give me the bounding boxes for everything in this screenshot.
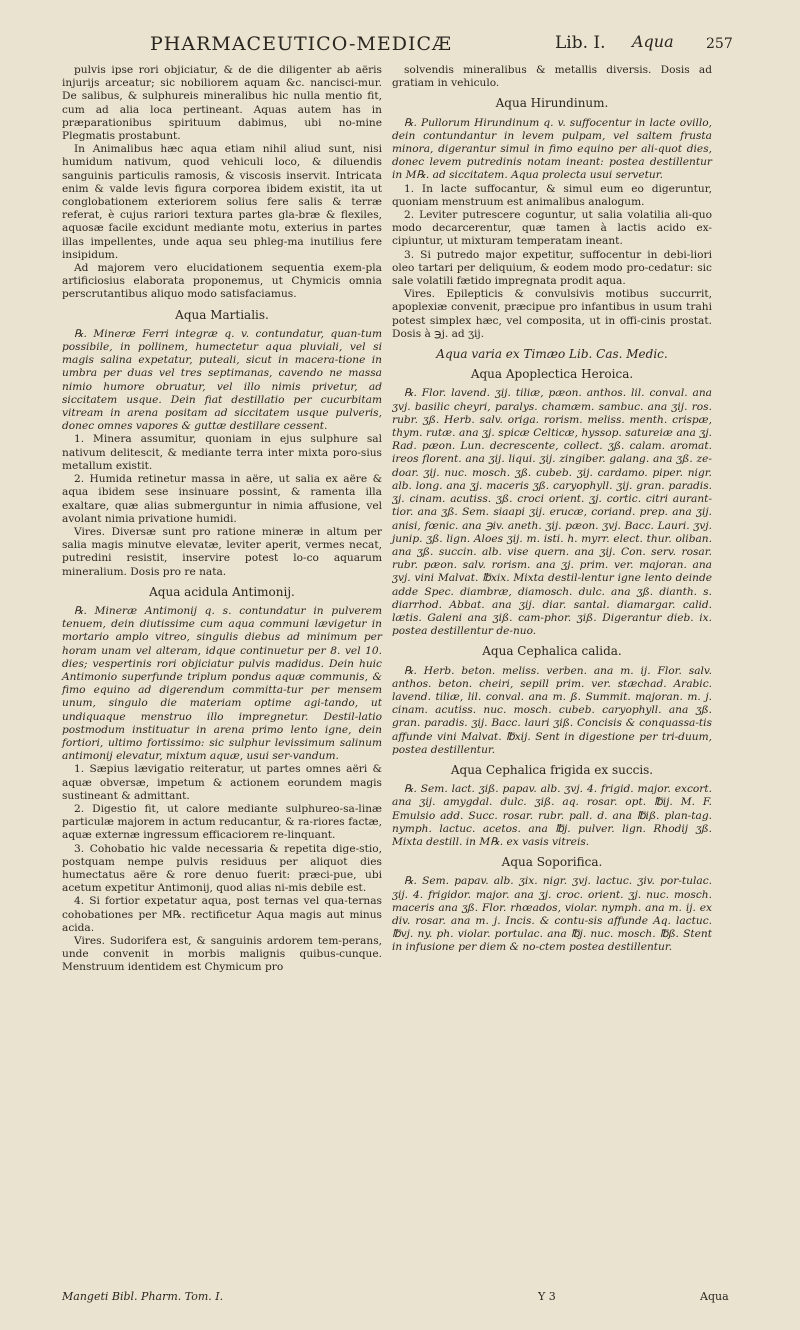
recipe-paragraph: ℞. Mineræ Antimonij q. s. contundatur in pulverem tenuem, dein diutissime cum aqua communi lævigetur in mortario amplo vitreo, singulis diebus ad minimum per horam unam vel alteram, idque continuetur per 8. vel 10. dies; vespertinis rori objiciatur pulvis madidus. Dein huic Antimonio superfunde triplum pondus aquæ communis, & fimo equino ad digerendum committa-tur per mensem unum, singulo die materiam optime agi-tando, ut undiquaque menstruo illo impregnetur. Destil-latio postmodum instituatur in arena primo lento igne, dein fortiori, ultimo fortissimo: sic sulphur levissimum salinum antimonij elevatur, mixtum aquæ, usui ser-vandum. xyxy=(62,604,382,763)
text-paragraph: 3. Cohobatio hic valde necessaria & repetita dige-stio, postquam nempe pulvis residuus per aliquot dies humectatus aëre & rore denuo fuerit: præci-pue, ubi acetum expetitur Antimonij, quod alias ni-mis debile est. xyxy=(62,842,382,895)
section-heading: Aqua varia ex Timæo Lib. Cas. Medic. xyxy=(436,347,668,362)
running-title: PHARMACEUTICO-MEDICÆ xyxy=(150,33,453,55)
recipe-paragraph: ℞. Flor. lavend. ʒij. tiliæ, pæon. anthos. lil. conval. ana ʒvj. basilic cheyri, paralys. chamæm. sambuc. ana ʒij. ros. rubr. ʒß. Herb. salv. origa. rorism. meliss. menth. crispæ, thym. rutæ. ana ʒj. spicæ Celticæ, hyssop. satureiæ ana ʒj. Rad. pæon. Lun. decrescente, collect. ʒß. calam. aromat. ireos florent. ana ʒij. liqui. ʒij. zingiber. galang. ana ʒß. ze-doar. ʒij. nuc. mosch. ʒß. cubeb. ʒij. cardamo. piper. nigr. alb. long. ana ʒj. maceris ʒß. caryophyll. ʒij. gran. paradis. ʒj. cinam. acutiss. ʒß. croci orient. ʒj. cortic. citri aurant-tior. ana ʒß. Sem. siaapi ʒij. erucæ, coriand. prep. ana ʒij. anisi, fœnic. ana ℈iv. aneth. ʒij. pæon. ʒvj. Bacc. Lauri. ʒvj. junip. ʒß. lign. Aloes ʒij. m. isti. h. myrr. elect. thur. oliban. ana ʒß. succin. alb. vise quern. ana ʒij. Con. serv. rosar. rubr. pæon. salv. rorism. ana ʒj. prim. ver. majoran. ana ʒvj. vini Malvat. ℔xix. Mixta destil-lentur igne lento deinde adde Spec. diambræ, diamosch. dulc. ana ʒß. dianth. s. diarrhod. Abbat. ana ʒij. diar. santal. diamargar. calid. lætis. Galeni ana ʒiß. cam-phor. ʒiß. Digerantur dieb. ix. postea destillentur de-nuo. xyxy=(392,387,712,638)
text-paragraph: Vires. Diversæ sunt pro ratione mineræ in altum per salia magis minutve elevatæ, leviter aperit, vermes necat, putredini resistit, inservire potest lo-co aquarum mineralium. Dosis pro re nata. xyxy=(62,525,382,578)
text-paragraph: 1. Minera assumitur, quoniam in ejus sulphure sal nativum delitescit, & mediante terra inter mixta poro-sius metallum existit. xyxy=(62,433,382,472)
footer-source: Mangeti Bibl. Pharm. Tom. I. xyxy=(62,1290,224,1303)
section-heading: Aqua Martialis. xyxy=(175,307,269,322)
section-heading: Aqua Cephalica calida. xyxy=(482,644,622,659)
section-heading: Aqua Apoplectica Heroica. xyxy=(470,367,634,382)
recipe-paragraph: ℞. Herb. beton. meliss. verben. ana m. ij. Flor. salv. anthos. beton. cheiri, sepill prim. ver. stæchad. Arabic. lavend. tiliæ, lil. conval. ana m. ß. Summit. majoran. m. j. cinam. acutiss. nuc. mosch. cubeb. caryophyll. ana ʒß. gran. paradis. ʒij. Bacc. lauri ʒiß. Concisis & conquassa-tis affunde vini Malvat. ℔xij. Sent in digestione per tri-duum, postea destillentur. xyxy=(392,664,712,756)
text-paragraph: solvendis mineralibus & metallis diversis. Dosis ad gratiam in vehiculo. xyxy=(392,64,712,90)
text-paragraph: 3. Si putredo major expetitur, suffocentur in debi-liori oleo tartari per deliquium, & eodem modo pro-cedatur: sic sale volatili fætido impregnata prodit aqua. xyxy=(392,248,712,288)
text-paragraph: 4. Si fortior expetatur aqua, post ternas vel qua-ternas cohobationes per M℞. rectificetur Aqua magis aut minus acida. xyxy=(62,895,382,934)
text-paragraph: Vires. Epilepticis & convulsivis motibus succurrit, apoplexiæ convenit, præcipue pro infantibus in usum trahi potest simplex hæc, vel composita, ut in offi-cinis prostat. Dosis à ℈j. ad ʒij. xyxy=(392,288,712,340)
running-header xyxy=(0,30,800,60)
recipe-paragraph: ℞. Sem. lact. ʒiß. papav. alb. ʒvj. 4. frigid. major. excort. ana ʒij. amygdal. dulc. ʒiß. aq. rosar. opt. ℔ij. M. F. Emulsio add. Succ. rosar. rubr. pall. d. ana ℔iß. plan-tag. nymph. lactuc. acetos. ana ℔j. pulver. lign. Rhodij ʒß. Mixta destill. in M℞. ex vasis vitreis. xyxy=(392,783,712,848)
signature-mark: Y 3 xyxy=(538,1290,556,1303)
section-heading: Aqua Cephalica frigida ex succis. xyxy=(450,762,654,777)
book-number: Lib. I. xyxy=(555,33,606,53)
running-keyword: Aqua xyxy=(632,32,674,51)
recipe-paragraph: ℞. Sem. papav. alb. ʒix. nigr. ʒvj. lactuc. ʒiv. por-tulac. ʒij. 4. frigidor. major. ana ʒj. croc. orient. ʒj. nuc. mosch. maceris ana ʒß. Flor. rhœados, violar. nymph. ana m. ij. ex div. rosar. ana m. j. Incis. & contu-sis affunde Aq. lactuc. ℔vj. ny. ph. violar. portulac. ana ℔j. nuc. mosch. ℔ß. Stent in infusione per diem & no-ctem postea destillentur. xyxy=(392,875,712,954)
text-paragraph: Vires. Sudorifera est, & sanguinis ardorem tem-perans, unde convenit in morbis malignis quibus-cunque. Menstruum identidem est Chymicum pro xyxy=(62,935,382,974)
page-number: 257 xyxy=(706,36,733,52)
catchword: Aqua xyxy=(700,1290,729,1303)
text-paragraph: 2. Digestio fit, ut calore mediante sulphureo-sa-linæ particulæ majorem in actum reducantur, & ra-riores factæ, aquæ externæ ingressum efficaciorem re-linquant. xyxy=(62,802,382,842)
page-footer xyxy=(0,1290,800,1314)
recipe-paragraph: ℞. Mineræ Ferri integræ q. v. contundatur, quan-tum possibile, in pollinem, humectetur aqua pluviali, vel si magis salina expetatur, puteali, sicut in macera-tione in umbra per duas vel tres septimanas, cavendo ne massa nimio humore obruatur, vel illo nimis privetur, ad siccitatem usque. Dein fiat destillatio per cucurbitam vitream in arena positam ad siccitatem usque pulveris, donec omnes vapores & guttæ destillare cessent. xyxy=(62,327,382,433)
text-paragraph: In Animalibus hæc aqua etiam nihil aliud sunt, nisi humidum nativum, quod vehiculi loco, & diluendis sanguinis particulis ramosis, & viscosis inservit. Intricata enim & valde levis figura corporea ibidem existit, ita ut conglobationem exteriorem solius fere salis & terræ referat, è cujus rariori textura partes gla-bræ & flexiles, aquosæ facile excidunt mediante motu, exterius in partes illas impellentes, unde aqua seu phleg-ma inutilius fere insipidum. xyxy=(62,143,382,261)
right-column xyxy=(392,64,712,955)
text-paragraph: 1. In lacte suffocantur, & simul eum eo digeruntur, quoniam menstruum est animalibus analogum. xyxy=(392,182,712,208)
text-paragraph: 2. Leviter putrescere coguntur, ut salia volatilia ali-quo modo decarcerentur, quæ tamen à lactis acido ex-cipiuntur, ut mixturam temperatam ineant. xyxy=(392,209,712,248)
recipe-paragraph: ℞. Pullorum Hirundinum q. v. suffocentur in lacte ovillo, dein contundantur in levem pulpam, vel saltem frusta minora, digerantur simul in fimo equino per ali-quot dies, donec levem putredinis notam ineant: postea destillentur in M℞. ad siccitatem. Aqua prolecta usui servetur. xyxy=(392,116,712,182)
text-paragraph: pulvis ipse rori objiciatur, & de die diligenter ab aëris injurijs arceatur; sic nobiliorem aquam &c. nancisci-mur. De salibus, & sulphureis mineralibus hic nulla mentio fit, cum ad alia loca pertineant. Aquas autem has in præparationibus spirituum dabimus, ubi no-mine Plegmatis prostabunt. xyxy=(62,64,382,143)
left-column xyxy=(62,64,382,975)
text-paragraph: 1. Sæpius lævigatio reiteratur, ut partes omnes aëri & aquæ obversæ, impetum & actionem eorundem magis sustineant & admittant. xyxy=(62,763,382,802)
text-paragraph: Ad majorem vero elucidationem sequentia exem-pla artificiosius elaborata proponemus, ut Chymicis omnia perscrutantibus aliquo modo satisfaciamus. xyxy=(62,262,382,301)
section-heading: Aqua Hirundinum. xyxy=(495,96,609,111)
section-heading: Aqua Soporifica. xyxy=(501,855,603,870)
text-paragraph: 2. Humida retinetur massa in aëre, ut salia ex aëre & aqua ibidem sese insinuare possint, & ramenta illa exaltare, quæ alias submerguntur in nimia affusione, vel avolant nimia privatione humidi. xyxy=(62,473,382,525)
section-heading: Aqua acidula Antimonij. xyxy=(149,584,295,599)
